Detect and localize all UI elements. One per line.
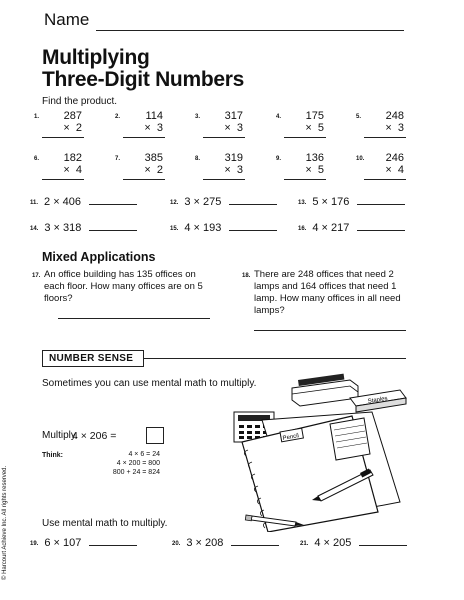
answer-rule[interactable] <box>123 137 165 138</box>
answer-box[interactable] <box>146 427 164 444</box>
problem-top: 248 <box>385 110 404 122</box>
problem-bottom: × 4 <box>63 164 82 176</box>
think-step: 4 × 200 = 800 <box>116 460 160 467</box>
problem-bottom: × 3 <box>144 122 163 134</box>
think-step: 800 + 24 = 824 <box>112 469 160 476</box>
problem-number: 20. <box>172 541 181 547</box>
horizontal-problem-11 <box>30 196 137 208</box>
answer-rule[interactable] <box>284 179 326 180</box>
answer-rule[interactable] <box>284 137 326 138</box>
word-problem-text: An office building has 135 offices on each floor. How many offices are on 5 floors? <box>44 269 203 304</box>
problem-number: 4. <box>276 114 282 120</box>
vertical-problem-8 <box>195 152 265 196</box>
vertical-problem-7 <box>115 152 185 196</box>
answer-line-17[interactable] <box>58 318 210 319</box>
horizontal-problem-20 <box>172 537 279 549</box>
name-field[interactable] <box>96 30 404 31</box>
problem-expression: 2 × 406 <box>44 196 82 208</box>
page-title-line1: Multiplying <box>42 46 150 69</box>
problem-number: 7. <box>115 156 121 162</box>
vertical-problem-4 <box>276 110 346 154</box>
problem-bottom: × 4 <box>385 164 404 176</box>
multiply-label: Multiply. <box>42 430 78 441</box>
problem-number: 12. <box>170 200 179 206</box>
problem-top: 182 <box>63 152 82 164</box>
problem-expression: 3 × 275 <box>184 196 222 208</box>
vertical-problem-3 <box>195 110 265 154</box>
horizontal-problem-12 <box>170 196 277 208</box>
problem-number: 15. <box>170 226 179 232</box>
answer-rule[interactable] <box>364 137 406 138</box>
problem-top: 319 <box>224 152 243 164</box>
answer-rule[interactable] <box>364 179 406 180</box>
number-sense-intro: Sometimes you can use mental math to multiply. <box>42 378 257 389</box>
problem-number: 10. <box>356 156 365 162</box>
problem-top: 246 <box>385 152 404 164</box>
problem-top: 317 <box>224 110 243 122</box>
copyright-notice: © Harcourt Achieve Inc. All rights reserved. <box>2 465 8 580</box>
horizontal-problem-15 <box>170 222 277 234</box>
word-problem-18 <box>242 269 419 317</box>
problem-number: 14. <box>30 226 39 232</box>
vertical-problem-9 <box>276 152 346 196</box>
problem-number: 1. <box>34 114 40 120</box>
answer-blank[interactable] <box>231 545 279 546</box>
word-problem-text: There are 248 offices that need 2 lamps and 164 offices that need 1 lamp. How many offices in all need lamps? <box>254 269 401 316</box>
problem-bottom: × 3 <box>224 122 243 134</box>
problem-expression: 3 × 318 <box>44 222 82 234</box>
answer-blank[interactable] <box>357 230 405 231</box>
problem-number: 19. <box>30 541 39 547</box>
problem-top: 385 <box>144 152 163 164</box>
problem-number: 6. <box>34 156 40 162</box>
horizontal-problem-19 <box>30 537 137 549</box>
problem-expression: 3 × 208 <box>186 537 224 549</box>
vertical-problem-6 <box>34 152 104 196</box>
horizontal-problem-13 <box>298 196 405 208</box>
instruction-text: Find the product. <box>42 96 118 107</box>
problem-expression: 4 × 217 <box>312 222 350 234</box>
problem-bottom: × 5 <box>305 164 324 176</box>
problem-number: 8. <box>195 156 201 162</box>
problem-bottom: × 2 <box>63 122 82 134</box>
problem-bottom: × 5 <box>305 122 324 134</box>
problem-number: 9. <box>276 156 282 162</box>
problem-number: 21. <box>300 541 309 547</box>
answer-rule[interactable] <box>42 137 84 138</box>
problem-expression: 4 × 205 <box>314 537 352 549</box>
page-title-line2: Three-Digit Numbers <box>42 68 244 91</box>
problem-expression: 5 × 176 <box>312 196 350 208</box>
answer-line-18[interactable] <box>254 330 406 331</box>
answer-blank[interactable] <box>359 545 407 546</box>
problem-top: 136 <box>305 152 324 164</box>
stapler-icon <box>292 374 358 406</box>
horizontal-problem-21 <box>300 537 407 549</box>
notepad-icon <box>330 418 370 460</box>
problem-number: 5. <box>356 114 362 120</box>
horizontal-problem-14 <box>30 222 137 234</box>
answer-blank[interactable] <box>357 204 405 205</box>
answer-blank[interactable] <box>89 230 137 231</box>
problem-top: 287 <box>63 110 82 122</box>
vertical-problem-5 <box>356 110 426 154</box>
vertical-problem-1 <box>34 110 104 154</box>
problem-top: 114 <box>145 110 163 122</box>
answer-rule[interactable] <box>42 179 84 180</box>
answer-blank[interactable] <box>89 545 137 546</box>
word-problem-17 <box>32 269 214 305</box>
think-label: Think: <box>42 452 63 459</box>
problem-number: 11. <box>30 200 39 206</box>
vertical-problem-2 <box>115 110 185 154</box>
office-supplies-illustration <box>222 372 426 532</box>
multiply-expression: 4 × 206 = <box>72 430 117 442</box>
answer-blank[interactable] <box>89 204 137 205</box>
section-divider <box>144 358 406 359</box>
problem-bottom: × 3 <box>224 164 243 176</box>
pencil-label: Pencil <box>282 433 300 442</box>
answer-rule[interactable] <box>203 179 245 180</box>
problem-number: 2. <box>115 114 121 120</box>
problem-number: 3. <box>195 114 201 120</box>
problem-expression: 4 × 193 <box>184 222 222 234</box>
vertical-problem-10 <box>356 152 426 196</box>
think-step: 4 × 6 = 24 <box>128 451 160 458</box>
answer-rule[interactable] <box>123 179 165 180</box>
staples-label: Staples <box>367 395 389 405</box>
answer-blank[interactable] <box>229 230 277 231</box>
horizontal-problem-16 <box>298 222 405 234</box>
mental-math-prompt: Use mental math to multiply. <box>42 518 168 529</box>
problem-number: 18. <box>242 273 251 279</box>
problem-top: 175 <box>305 110 324 122</box>
problem-number: 13. <box>298 200 307 206</box>
problem-number: 17. <box>32 273 41 279</box>
answer-blank[interactable] <box>229 204 277 205</box>
problem-expression: 6 × 107 <box>44 537 82 549</box>
problem-number: 16. <box>298 226 307 232</box>
name-label: Name <box>44 10 90 29</box>
answer-rule[interactable] <box>203 137 245 138</box>
mixed-applications-heading: Mixed Applications <box>42 250 156 264</box>
problem-bottom: × 3 <box>385 122 404 134</box>
problem-bottom: × 2 <box>144 164 163 176</box>
number-sense-label: NUMBER SENSE <box>49 353 134 364</box>
